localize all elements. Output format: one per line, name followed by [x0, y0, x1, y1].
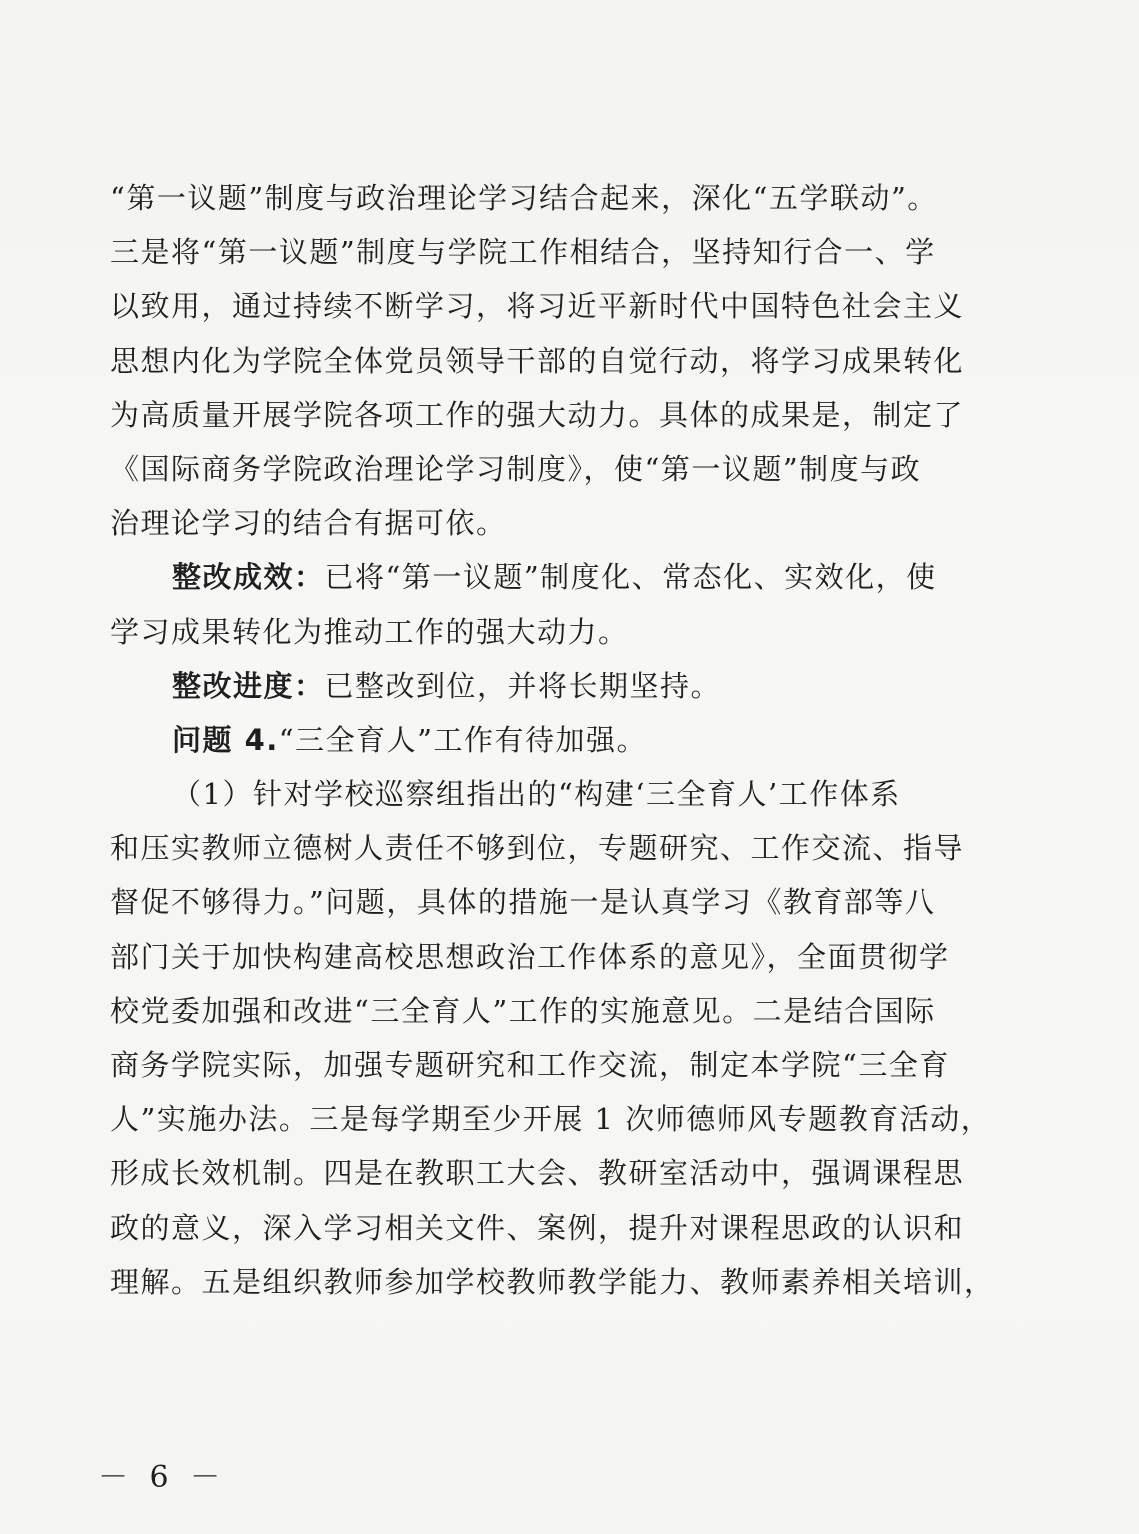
- rectification-effect-text: 已将“第一议题”制度化、常态化、实效化，使: [324, 560, 937, 595]
- text-line: 以致用，通过持续不断学习，将习近平新时代中国特色社会主义: [110, 289, 965, 324]
- issue-text: “三全育人”工作有待加强。: [278, 722, 647, 757]
- text-line: 治理论学习的结合有据可依。: [110, 506, 507, 541]
- text-line: 形成长效机制。四是在教职工大会、教研室活动中，强调课程思: [110, 1156, 965, 1191]
- text-line: 商务学院实际，加强专题研究和工作交流，制定本学院“三全育: [110, 1048, 950, 1082]
- rectification-progress-line: [110, 659, 965, 713]
- rectification-progress-text: 已整改到位，并将长期坚持。: [324, 668, 722, 703]
- text-line: 为高质量开展学院各项工作的强大动力。具体的成果是，制定了: [110, 397, 965, 432]
- text-line: 《国际商务学院政治理论学习制度》，使“第一议题”制度与政: [110, 451, 922, 486]
- rectification-effect-label: 整改成效：: [172, 560, 325, 595]
- text-line: （1）针对学校巡察组指出的“构建‘三全育人’工作体系: [172, 777, 901, 812]
- text-line: 人”实施办法。三是每学期至少开展 1 次师德师风专题教育活动，: [110, 1102, 992, 1137]
- text-line: 督促不够得力。”问题，具体的措施一是认真学习《教育部等八: [110, 885, 936, 920]
- text-line: 学习成果转化为推动工作的强大动力。: [110, 614, 629, 649]
- text-line: 三是将“第一议题”制度与学院工作相结合，坚持知行合一、学: [110, 235, 936, 270]
- issue-label: 问题 4.: [172, 722, 279, 757]
- text-line: 思想内化为学院全体党员领导干部的自觉行动，将学习成果转化: [110, 343, 965, 378]
- issue-heading: [110, 713, 965, 767]
- text-line: 理解。五是组织教师参加学校教师教学能力、教师素养相关培训，: [110, 1264, 995, 1299]
- text-line: 部门关于加快构建高校思想政治工作体系的意见》，全面贯彻学: [110, 939, 950, 974]
- rectification-progress-label: 整改进度：: [172, 668, 325, 703]
- text-line: 校党委加强和改进“三全育人”工作的实施意见。二是结合国际: [110, 993, 936, 1028]
- text-line: 政的意义，深入学习相关文件、案例，提升对课程思政的认识和: [110, 1210, 965, 1245]
- document-body: [110, 171, 995, 1309]
- rectification-effect-line: [110, 550, 965, 604]
- text-line: “第一议题”制度与政治理论学习结合起来，深化“五学联动”。: [110, 181, 938, 215]
- text-line: 和压实教师立德树人责任不够到位，专题研究、工作交流、指导: [110, 831, 965, 866]
- page-number: － 6 －: [98, 1460, 227, 1495]
